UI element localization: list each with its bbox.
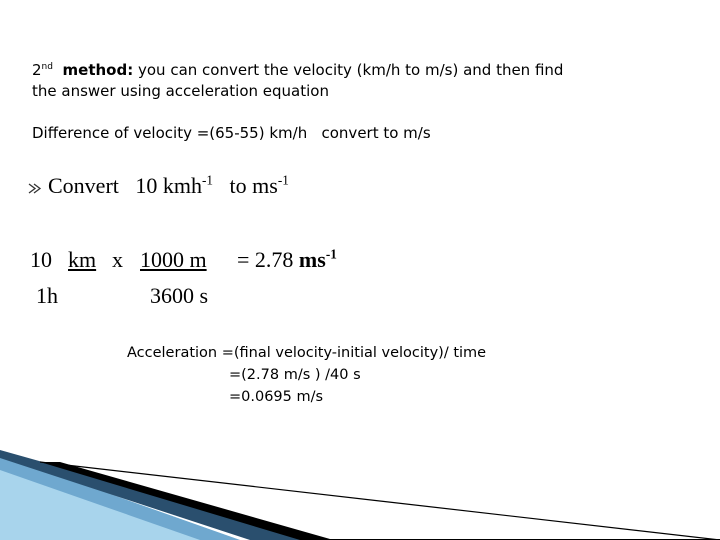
calc-result: = 2.78 bbox=[237, 247, 294, 272]
convert-word: Convert bbox=[48, 173, 119, 198]
calc-unit-exp: -1 bbox=[325, 246, 337, 262]
difference-line: Difference of velocity =(65-55) km/h convert to m/s bbox=[32, 124, 431, 142]
acceleration-line-2: =(2.78 m/s ) /40 s bbox=[229, 367, 361, 383]
intro-line-2: the answer using acceleration equation bbox=[32, 82, 329, 100]
intro-line-1-text: you can convert the velocity (km/h to m/s) and then find bbox=[138, 61, 564, 79]
calc-km: km bbox=[68, 247, 97, 272]
intro-line-1 bbox=[32, 61, 563, 79]
calc-unit: ms bbox=[298, 247, 326, 272]
decorative-ribbon bbox=[0, 440, 720, 540]
ordinal-suffix: nd bbox=[41, 62, 53, 72]
convert-to-exp: -1 bbox=[277, 172, 289, 188]
convert-value-exp: -1 bbox=[202, 172, 214, 188]
convert-line bbox=[48, 173, 289, 199]
convert-bullet bbox=[28, 182, 42, 200]
calc-result-line bbox=[237, 247, 337, 273]
convert-value: 10 kmh bbox=[135, 173, 203, 198]
method-label: method bbox=[62, 61, 128, 79]
convert-to: to ms bbox=[229, 173, 278, 198]
method-colon: : bbox=[127, 61, 134, 79]
calc-num2: 1000 m bbox=[140, 247, 207, 272]
calc-num1: 10 bbox=[30, 247, 52, 272]
calc-den1: 1h bbox=[36, 283, 58, 308]
acceleration-line-1: Acceleration =(final velocity-initial velocity)/ time bbox=[127, 345, 487, 361]
calc-times: x bbox=[112, 247, 123, 272]
ordinal: 2 bbox=[32, 61, 42, 79]
bullet-icon bbox=[28, 183, 42, 195]
calc-den2: 3600 s bbox=[150, 283, 209, 308]
acceleration-line-3: =0.0695 m/s bbox=[229, 389, 324, 405]
